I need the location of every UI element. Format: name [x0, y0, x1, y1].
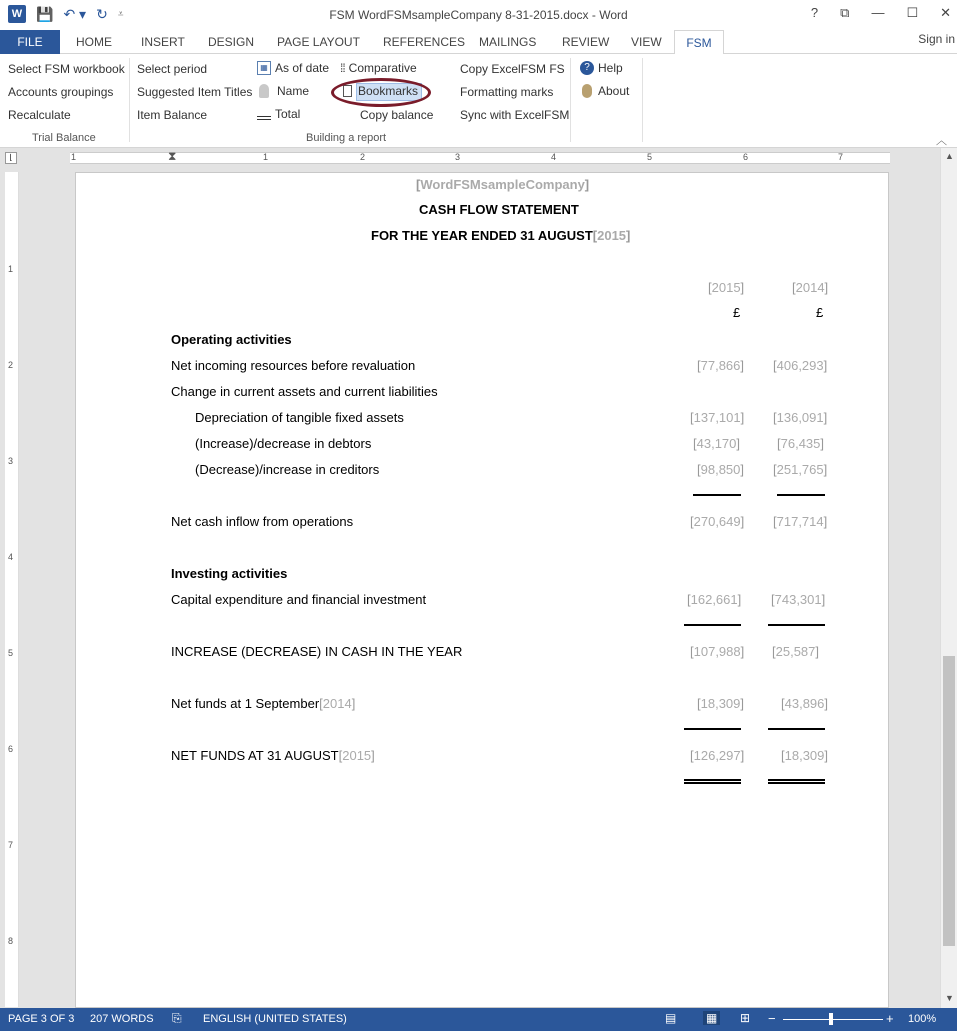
select-fsm-workbook-button[interactable]: Select FSM workbook [8, 62, 125, 76]
select-period-button[interactable]: Select period [137, 62, 208, 76]
statement-title: CASH FLOW STATEMENT [419, 202, 579, 217]
proofing-icon[interactable]: ⎘ [172, 1011, 182, 1025]
subtotal-rule [684, 624, 741, 626]
value-current: [77,866] [697, 358, 745, 373]
tab-design[interactable]: DESIGN [208, 35, 255, 49]
copy-excelfsm-fs-button[interactable]: Copy ExcelFSM FS [460, 62, 565, 76]
web-layout-icon[interactable]: ⊞ [740, 1011, 751, 1025]
about-button[interactable]: About [582, 84, 629, 98]
row-label: (Decrease)/increase in creditors [195, 462, 380, 477]
zoom-level[interactable]: 100% [908, 1013, 937, 1025]
investing-heading: Investing activities [171, 566, 288, 581]
total-button[interactable]: Total [257, 107, 300, 121]
value-current: [98,850] [697, 462, 745, 477]
zoom-in-icon[interactable]: + [886, 1011, 894, 1026]
value-previous: [717,714] [773, 514, 828, 529]
scroll-up-icon[interactable]: ▲ [945, 151, 954, 161]
row-label: Net cash inflow from operations [171, 514, 354, 529]
currency-previous: £ [816, 305, 824, 320]
sign-in-link[interactable]: Sign in [918, 32, 955, 46]
row-label: Change in current assets and current liabilities [171, 384, 438, 399]
value-previous: [18,309] [781, 748, 829, 763]
total-double-rule [684, 779, 741, 784]
document-page[interactable] [75, 172, 889, 1008]
zoom-slider[interactable] [783, 1019, 883, 1020]
status-bar [0, 1008, 957, 1031]
value-previous: [76,435] [777, 436, 825, 451]
item-balance-button[interactable]: Item Balance [137, 108, 208, 122]
value-previous: [25,587] [772, 644, 820, 659]
operating-heading: Operating activities [171, 332, 292, 347]
scroll-thumb[interactable] [943, 656, 955, 946]
tab-fsm[interactable]: FSM [674, 30, 724, 55]
bookmarks-highlight-ellipse [331, 78, 431, 107]
tab-review[interactable]: REVIEW [562, 35, 610, 49]
group-separator [570, 58, 571, 142]
name-button[interactable]: Name [259, 84, 309, 98]
page-count[interactable]: PAGE 3 OF 3 [8, 1013, 75, 1025]
sync-with-excelfsm-button[interactable]: Sync with ExcelFSM [460, 108, 570, 122]
tab-references[interactable]: REFERENCES [383, 35, 466, 49]
vertical-ruler[interactable]: 1 2 3 4 5 6 7 8 [5, 172, 19, 1007]
ribbon-tabs [0, 30, 957, 54]
value-current: [107,988] [690, 644, 745, 659]
tab-home[interactable]: HOME [76, 35, 112, 49]
calendar-icon: ▦ [257, 61, 271, 75]
value-current: [43,170] [693, 436, 741, 451]
print-layout-icon[interactable]: ▦ [703, 1011, 720, 1025]
close-icon[interactable]: ✕ [940, 5, 951, 20]
value-current: [162,661] [687, 592, 742, 607]
row-label: Net funds at 1 September[2014] [171, 696, 356, 711]
comparative-icon: ⁞⁞ [340, 61, 345, 75]
tab-selector-icon[interactable]: ⌊ [5, 152, 17, 164]
tab-file[interactable]: FILE [0, 30, 60, 54]
tab-view[interactable]: VIEW [631, 35, 662, 49]
window-controls [811, 5, 951, 21]
as-of-date-button[interactable]: ▦ As of date [257, 61, 329, 75]
company-name: [WordFSMsampleCompany] [416, 177, 590, 192]
word-logo-icon[interactable]: W [8, 5, 26, 23]
ribbon-display-icon[interactable]: ⧉ [840, 5, 850, 20]
total-double-rule [768, 779, 825, 784]
row-label: NET FUNDS AT 31 AUGUST[2015] [171, 748, 375, 763]
comparative-button[interactable]: ⁞⁞ Comparative [340, 61, 417, 75]
value-previous: [251,765] [773, 462, 828, 477]
subtotal-rule [768, 728, 825, 730]
recalculate-button[interactable]: Recalculate [8, 108, 71, 122]
total-lines-icon [257, 116, 271, 120]
title-bar [0, 0, 957, 30]
window-title: FSM WordFSMsampleCompany 8-31-2015.docx - Word [329, 8, 628, 22]
tab-insert[interactable]: INSERT [141, 35, 185, 49]
column-year-previous: [2014] [792, 280, 829, 295]
subtotal-rule [693, 494, 741, 496]
collapse-ribbon-icon[interactable]: ︿ [936, 135, 947, 147]
read-mode-icon[interactable]: ▤ [665, 1011, 677, 1025]
name-tag-icon [259, 84, 269, 98]
help-button[interactable]: ? Help [580, 61, 623, 75]
subtotal-rule [684, 728, 741, 730]
indent-marker-icon[interactable]: ⧗ [168, 149, 177, 163]
horizontal-ruler[interactable]: 1 ⧗ 1 2 3 4 5 6 7 [70, 152, 890, 164]
value-previous: [743,301] [771, 592, 826, 607]
group-separator [129, 58, 130, 142]
vertical-scrollbar[interactable] [940, 148, 957, 1008]
value-previous: [43,896] [781, 696, 829, 711]
zoom-slider-knob[interactable] [829, 1013, 833, 1025]
medal-icon [582, 84, 592, 98]
value-previous: [406,293] [773, 358, 828, 373]
statement-period: FOR THE YEAR ENDED 31 AUGUST[2015] [371, 228, 631, 243]
copy-balance-button[interactable]: Copy balance [360, 108, 434, 122]
value-current: [270,649] [690, 514, 745, 529]
value-previous: [136,091] [773, 410, 828, 425]
minimize-icon[interactable]: — [871, 5, 885, 20]
group-separator [642, 58, 643, 142]
undo-icon[interactable]: ↶ ▾ [63, 5, 87, 22]
zoom-out-icon[interactable]: − [768, 1011, 776, 1026]
suggested-item-titles-button[interactable]: Suggested Item Titles [137, 85, 253, 99]
value-current: [126,297] [690, 748, 745, 763]
column-year-current: [2015] [708, 280, 745, 295]
tab-page-layout[interactable]: PAGE LAYOUT [277, 35, 360, 49]
ribbon-fsm [0, 54, 957, 148]
row-label: Net incoming resources before revaluation [171, 358, 416, 373]
value-current: [137,101] [690, 410, 745, 425]
bookmarks-button[interactable]: Bookmarks [343, 84, 418, 98]
currency-current: £ [733, 305, 741, 320]
value-current: [18,309] [697, 696, 745, 711]
scroll-down-icon[interactable]: ▼ [945, 993, 954, 1003]
word-count[interactable]: 207 WORDS [90, 1013, 154, 1025]
row-label: Capital expenditure and financial investment [171, 592, 427, 607]
redo-icon[interactable]: ↻ [96, 5, 108, 22]
row-label: (Increase)/decrease in debtors [195, 436, 372, 451]
customize-qat-icon[interactable]: ⩡ [117, 8, 124, 20]
subtotal-rule [768, 624, 825, 626]
language-indicator[interactable]: ENGLISH (UNITED STATES) [203, 1013, 347, 1025]
row-label: INCREASE (DECREASE) IN CASH IN THE YEAR [171, 644, 463, 659]
help-icon[interactable]: ? [810, 5, 819, 20]
subtotal-rule [777, 494, 825, 496]
row-label: Depreciation of tangible fixed assets [195, 410, 404, 425]
accounts-groupings-button[interactable]: Accounts groupings [8, 85, 114, 99]
ruler-row [0, 148, 940, 168]
formatting-marks-button[interactable]: Formatting marks [460, 85, 554, 99]
save-icon[interactable]: 💾 [36, 5, 54, 22]
tab-mailings[interactable]: MAILINGS [479, 35, 537, 49]
help-circle-icon: ? [580, 61, 594, 75]
group-label-building-report: Building a report [306, 132, 387, 144]
group-label-trial-balance: Trial Balance [32, 132, 96, 144]
maximize-icon[interactable]: ☐ [906, 5, 919, 20]
